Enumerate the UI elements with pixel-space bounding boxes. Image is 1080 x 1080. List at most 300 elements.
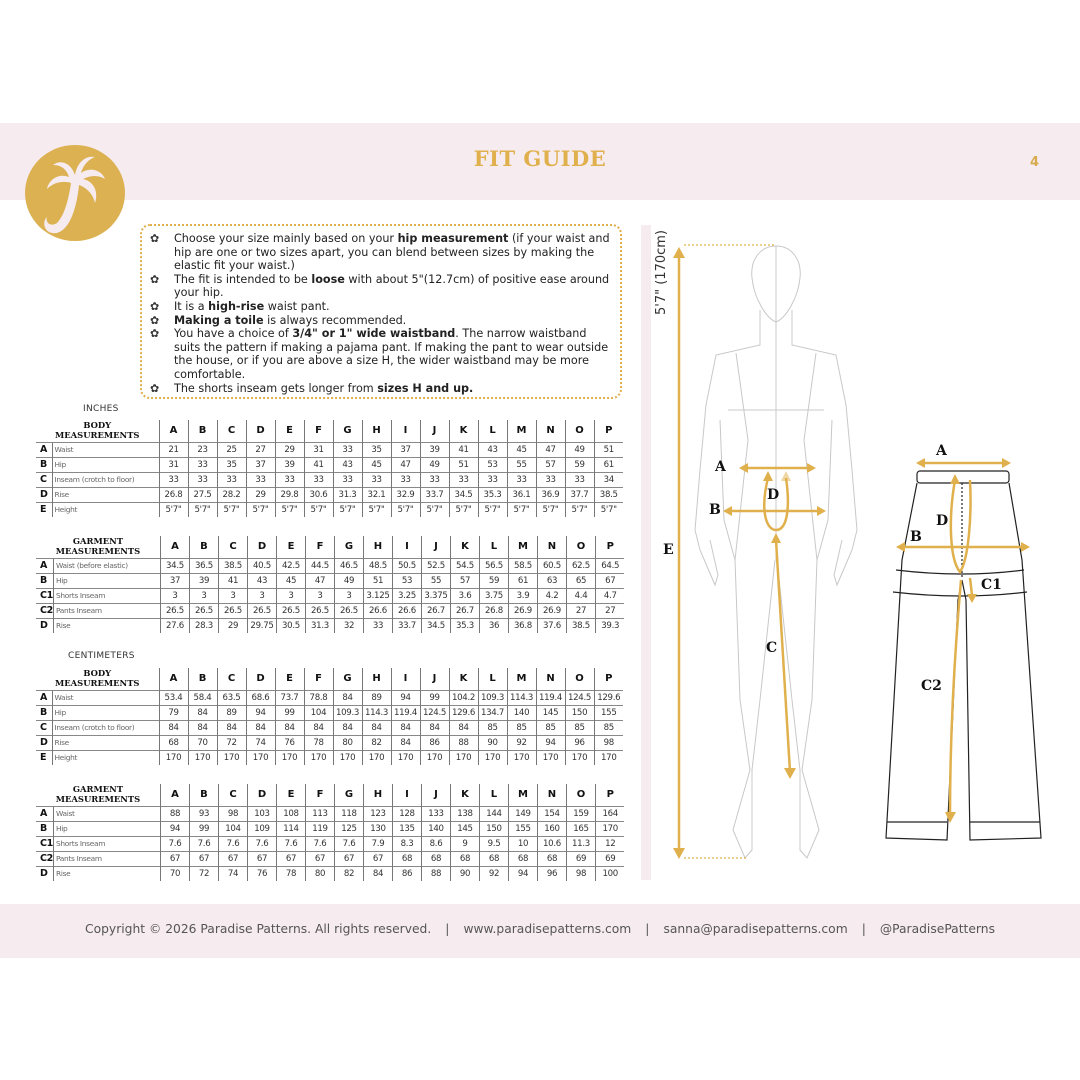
measurement-value: 3	[334, 588, 363, 603]
measurement-label: Height	[52, 750, 159, 765]
measurement-value: 26.5	[189, 603, 218, 618]
measurement-value: 67	[160, 851, 189, 866]
measurement-value: 33.7	[420, 487, 449, 502]
measurement-value: 45	[507, 442, 536, 457]
measurement-value: 134.7	[478, 705, 507, 720]
size-column-header: F	[304, 668, 333, 690]
measurement-code: A	[36, 690, 52, 705]
measurement-value: 3	[247, 588, 276, 603]
measurement-value: 70	[188, 735, 217, 750]
measurement-value: 104	[218, 821, 247, 836]
measurement-value: 49	[334, 573, 363, 588]
size-column-header: M	[508, 784, 537, 806]
measurement-value: 43	[478, 442, 507, 457]
measurement-value: 109	[247, 821, 276, 836]
measurement-value: 170	[565, 750, 594, 765]
measurement-value: 160	[537, 821, 566, 836]
measurement-value: 39	[420, 442, 449, 457]
measurement-value: 85	[478, 720, 507, 735]
size-column-header: J	[421, 784, 450, 806]
page-title: FIT GUIDE	[473, 146, 607, 171]
measurement-value: 68	[450, 851, 479, 866]
measurement-value: 94	[246, 705, 275, 720]
measurement-value: 5'7"	[420, 502, 449, 517]
measurement-label: Pants Inseam	[53, 603, 160, 618]
measurement-value: 26.5	[305, 603, 334, 618]
measurement-value: 99	[189, 821, 218, 836]
measurement-value: 4.4	[566, 588, 595, 603]
size-column-header: B	[188, 668, 217, 690]
size-column-header: P	[595, 784, 624, 806]
measurement-value: 170	[594, 750, 623, 765]
measurement-value: 4.2	[537, 588, 566, 603]
measurement-value: 29	[275, 442, 304, 457]
measurement-value: 12	[595, 836, 624, 851]
measurement-value: 86	[392, 866, 421, 881]
measurement-value: 39	[189, 573, 218, 588]
measurement-value: 33	[333, 472, 362, 487]
measurement-value: 32.1	[362, 487, 391, 502]
measurement-value: 88	[421, 866, 450, 881]
measurement-value: 170	[246, 750, 275, 765]
size-column-header: P	[595, 536, 624, 558]
measurement-value: 29	[218, 618, 247, 633]
measurement-value: 69	[595, 851, 624, 866]
measurement-value: 170	[478, 750, 507, 765]
measurement-value: 10	[508, 836, 537, 851]
measurement-value: 118	[334, 806, 363, 821]
measurement-value: 5'7"	[275, 502, 304, 517]
measurement-value: 80	[333, 735, 362, 750]
measurement-code: C	[36, 472, 52, 487]
measurement-value: 5'7"	[362, 502, 391, 517]
measurement-value: 170	[159, 750, 188, 765]
measurement-value: 7.6	[218, 836, 247, 851]
measurement-label: Rise	[52, 735, 159, 750]
measurement-value: 92	[479, 866, 508, 881]
measurement-value: 32.9	[391, 487, 420, 502]
measurement-value: 109.3	[333, 705, 362, 720]
size-column-header: E	[275, 420, 304, 442]
note-text: is always recommended.	[263, 313, 407, 327]
measurement-value: 70	[160, 866, 189, 881]
measurement-value: 93	[189, 806, 218, 821]
measurement-value: 33	[449, 472, 478, 487]
measurement-value: 4.7	[595, 588, 624, 603]
measurement-label: Rise	[53, 866, 160, 881]
measurement-value: 124.5	[420, 705, 449, 720]
measurement-value: 37	[246, 457, 275, 472]
footer	[0, 922, 1080, 936]
measurement-value: 26.7	[450, 603, 479, 618]
measurement-value: 103	[247, 806, 276, 821]
measurement-value: 7.6	[305, 836, 334, 851]
measurement-value: 7.6	[247, 836, 276, 851]
measurement-value: 82	[334, 866, 363, 881]
measurement-value: 33	[275, 472, 304, 487]
measurement-value: 114.3	[507, 690, 536, 705]
measurement-value: 27	[566, 603, 595, 618]
measurement-value: 28.3	[189, 618, 218, 633]
measurement-value: 170	[536, 750, 565, 765]
measurement-value: 138	[450, 806, 479, 821]
measurement-value: 65	[566, 573, 595, 588]
measurement-value: 84	[304, 720, 333, 735]
measurement-value: 8.3	[392, 836, 421, 851]
measurement-value: 5'7"	[391, 502, 420, 517]
measurement-value: 35	[217, 457, 246, 472]
measurement-value: 61	[594, 457, 623, 472]
measurement-code: E	[36, 750, 52, 765]
size-column-header: E	[275, 668, 304, 690]
measurement-value: 43	[247, 573, 276, 588]
size-column-header: L	[478, 420, 507, 442]
measurement-value: 170	[304, 750, 333, 765]
measurement-value: 35.3	[478, 487, 507, 502]
measurement-value: 56.5	[479, 558, 508, 573]
measurement-value: 90	[478, 735, 507, 750]
measurement-value: 82	[362, 735, 391, 750]
email-link[interactable]: sanna@paradisepatterns.com	[663, 922, 848, 936]
size-column-header: G	[333, 668, 362, 690]
measurement-value: 68.6	[246, 690, 275, 705]
measurement-value: 5'7"	[507, 502, 536, 517]
size-column-header: B	[189, 784, 218, 806]
size-column-header: M	[507, 420, 536, 442]
measurement-value: 38.5	[594, 487, 623, 502]
measurement-value: 170	[507, 750, 536, 765]
size-column-header: C	[217, 420, 246, 442]
measurement-value: 26.8	[159, 487, 188, 502]
footer-separator: |	[861, 922, 866, 936]
measurement-value: 99	[420, 690, 449, 705]
measurement-value: 94	[160, 821, 189, 836]
size-column-header: I	[391, 420, 420, 442]
measurement-value: 26.8	[479, 603, 508, 618]
measurement-value: 108	[276, 806, 305, 821]
measurement-value: 94	[391, 690, 420, 705]
measurement-value: 68	[537, 851, 566, 866]
measurement-value: 26.9	[508, 603, 537, 618]
measurement-value: 36.8	[508, 618, 537, 633]
measurement-value: 31	[304, 442, 333, 457]
measurement-value: 67	[218, 851, 247, 866]
size-column-header: M	[507, 668, 536, 690]
measurement-value: 38.5	[566, 618, 595, 633]
measurement-value: 3	[160, 588, 189, 603]
measurement-value: 31	[159, 457, 188, 472]
measurement-value: 9	[450, 836, 479, 851]
measurement-value: 35.3	[450, 618, 479, 633]
size-column-header: A	[160, 536, 189, 558]
measurement-value: 67	[276, 851, 305, 866]
measurement-value: 40.5	[247, 558, 276, 573]
measurement-value: 84	[188, 720, 217, 735]
measurement-label: Hip	[53, 573, 160, 588]
measurement-value: 140	[507, 705, 536, 720]
size-column-header: H	[362, 420, 391, 442]
size-column-header: J	[420, 420, 449, 442]
measurement-value: 170	[217, 750, 246, 765]
measurement-value: 44.5	[305, 558, 334, 573]
size-column-header: O	[565, 420, 594, 442]
measurement-value: 150	[565, 705, 594, 720]
flower-bullet-icon: ✿	[150, 313, 160, 327]
measurement-value: 47	[391, 457, 420, 472]
measurement-value: 165	[566, 821, 595, 836]
measurement-value: 26.5	[334, 603, 363, 618]
note-text: waist pant.	[264, 299, 330, 313]
measurement-value: 33	[391, 472, 420, 487]
size-column-header: L	[479, 784, 508, 806]
measurement-value: 57	[536, 457, 565, 472]
measurement-value: 84	[391, 735, 420, 750]
measurement-value: 48.5	[363, 558, 392, 573]
units-label-inches: INCHES	[83, 404, 119, 414]
measurement-value: 85	[507, 720, 536, 735]
measurement-value: 37	[160, 573, 189, 588]
note-emphasis: 3/4" or 1" wide waistband	[292, 327, 456, 341]
measurement-value: 33	[363, 618, 392, 633]
measurement-value: 26.9	[537, 603, 566, 618]
measurement-value: 145	[450, 821, 479, 836]
measurement-value: 5'7"	[246, 502, 275, 517]
measurement-value: 88	[160, 806, 189, 821]
size-column-header: F	[305, 536, 334, 558]
measurement-value: 7.6	[334, 836, 363, 851]
measurement-value: 68	[508, 851, 537, 866]
measurement-value: 27.6	[160, 618, 189, 633]
measurement-value: 96	[537, 866, 566, 881]
size-column-header: A	[159, 420, 188, 442]
measurement-value: 164	[595, 806, 624, 821]
measurement-value: 7.6	[189, 836, 218, 851]
measurement-value: 3.125	[363, 588, 392, 603]
pant-label-c2: C2	[921, 678, 942, 694]
body-label-d: D	[767, 487, 780, 503]
note-text: The fit is intended to be	[174, 272, 312, 286]
measurement-value: 68	[479, 851, 508, 866]
size-column-header: M	[508, 536, 537, 558]
size-column-header: G	[333, 420, 362, 442]
units-label-centimeters: CENTIMETERS	[68, 651, 135, 661]
measurement-value: 3	[276, 588, 305, 603]
note-text: You have a choice of	[174, 327, 293, 341]
measurement-value: 69	[566, 851, 595, 866]
flower-bullet-icon: ✿	[150, 232, 160, 245]
measurement-value: 5'7"	[159, 502, 188, 517]
measurement-value: 68	[421, 851, 450, 866]
measurement-value: 84	[363, 866, 392, 881]
size-column-header: H	[363, 784, 392, 806]
measurement-value: 74	[246, 735, 275, 750]
measurement-value: 26.5	[276, 603, 305, 618]
measurement-value: 33	[246, 472, 275, 487]
measurement-code: C2	[36, 603, 53, 618]
measurement-value: 73.7	[275, 690, 304, 705]
measurement-value: 86	[420, 735, 449, 750]
measurement-value: 49	[565, 442, 594, 457]
measurement-value: 33	[304, 472, 333, 487]
note-text: Choose your size mainly based on your	[174, 232, 398, 245]
measurement-label: Rise	[53, 618, 160, 633]
size-column-header: C	[218, 536, 247, 558]
social-handle-link[interactable]: @ParadisePatterns	[879, 922, 995, 936]
measurement-value: 21	[159, 442, 188, 457]
measurement-value: 128	[392, 806, 421, 821]
measurement-value: 29.75	[247, 618, 276, 633]
measurement-value: 99	[275, 705, 304, 720]
measurement-value: 84	[362, 720, 391, 735]
measurement-value: 59	[479, 573, 508, 588]
measurement-value: 84	[449, 720, 478, 735]
measurement-value: 26.5	[160, 603, 189, 618]
measurement-value: 26.6	[392, 603, 421, 618]
measurement-value: 41	[218, 573, 247, 588]
measurement-value: 170	[391, 750, 420, 765]
measurement-value: 104	[304, 705, 333, 720]
note-text: with about 5"(12.7cm) of positive ease around your hip.	[174, 272, 610, 300]
measurement-value: 5'7"	[304, 502, 333, 517]
figure-height-label: 5'7" (170cm)	[654, 230, 669, 315]
measurement-value: 155	[594, 705, 623, 720]
measurement-value: 26.5	[247, 603, 276, 618]
website-link[interactable]: www.paradisepatterns.com	[463, 922, 632, 936]
measurement-value: 26.6	[363, 603, 392, 618]
measurement-label: Hip	[52, 705, 159, 720]
measurement-value: 135	[392, 821, 421, 836]
body-label-e: E	[663, 542, 674, 558]
measurement-label: Inseam (crotch to floor)	[52, 720, 159, 735]
measurement-value: 30.6	[304, 487, 333, 502]
measurement-value: 7.6	[160, 836, 189, 851]
measurement-value: 129.6	[594, 690, 623, 705]
measurement-value: 170	[333, 750, 362, 765]
measurement-label: Hip	[52, 457, 159, 472]
size-column-header: D	[247, 536, 276, 558]
measurement-value: 85	[594, 720, 623, 735]
measurement-value: 55	[421, 573, 450, 588]
measurement-value: 3	[305, 588, 334, 603]
measurement-value: 113	[305, 806, 334, 821]
measurement-label: Shorts Inseam	[53, 836, 160, 851]
measurement-value: 67	[189, 851, 218, 866]
size-column-header: N	[536, 668, 565, 690]
size-column-header: J	[420, 668, 449, 690]
measurement-value: 33	[536, 472, 565, 487]
size-column-header: D	[247, 784, 276, 806]
measurement-code: B	[36, 705, 52, 720]
measurement-label: Rise	[52, 487, 159, 502]
measurement-value: 33	[507, 472, 536, 487]
size-column-header: A	[160, 784, 189, 806]
size-column-header: O	[566, 784, 595, 806]
measurement-value: 3	[218, 588, 247, 603]
size-column-header: P	[594, 668, 623, 690]
measurement-value: 58.4	[188, 690, 217, 705]
measurement-value: 3.75	[479, 588, 508, 603]
measurement-value: 33	[188, 457, 217, 472]
measurement-value: 5'7"	[449, 502, 478, 517]
measurement-code: D	[36, 487, 52, 502]
measurement-value: 144	[479, 806, 508, 821]
measurement-value: 98	[594, 735, 623, 750]
measurement-value: 94	[536, 735, 565, 750]
measurement-value: 119	[305, 821, 334, 836]
measurement-value: 53.4	[159, 690, 188, 705]
measurement-value: 96	[565, 735, 594, 750]
measurement-value: 33	[159, 472, 188, 487]
flower-bullet-icon: ✿	[150, 381, 160, 395]
measurement-value: 63.5	[217, 690, 246, 705]
measurement-value: 49	[420, 457, 449, 472]
measurement-value: 3.6	[450, 588, 479, 603]
measurement-label: Hip	[53, 821, 160, 836]
size-column-header: J	[421, 536, 450, 558]
measurement-value: 170	[595, 821, 624, 836]
measurement-value: 114	[276, 821, 305, 836]
measurement-value: 67	[334, 851, 363, 866]
measurement-value: 80	[305, 866, 334, 881]
measurement-value: 84	[333, 720, 362, 735]
measurement-value: 78.8	[304, 690, 333, 705]
size-column-header: F	[304, 420, 333, 442]
measurement-value: 59	[565, 457, 594, 472]
measurement-value: 109.3	[478, 690, 507, 705]
measurement-value: 28.2	[217, 487, 246, 502]
measurement-code: B	[36, 573, 53, 588]
body-label-b: B	[709, 502, 721, 518]
measurement-value: 67	[247, 851, 276, 866]
footer-separator: |	[445, 922, 450, 936]
measurement-value: 36.1	[507, 487, 536, 502]
measurement-label: Waist	[52, 690, 159, 705]
measurement-value: 140	[421, 821, 450, 836]
table-header-title: BODY MEASUREMENTS	[55, 420, 140, 440]
measurement-value: 11.3	[566, 836, 595, 851]
measurement-value: 5'7"	[478, 502, 507, 517]
measurement-value: 39.3	[595, 618, 624, 633]
measurement-value: 85	[565, 720, 594, 735]
measurement-value: 79	[159, 705, 188, 720]
measurement-value: 130	[363, 821, 392, 836]
pant-label-b: B	[910, 529, 922, 545]
measurement-value: 43	[333, 457, 362, 472]
measurement-value: 7.9	[363, 836, 392, 851]
measurement-value: 25	[217, 442, 246, 457]
measurement-value: 34.5	[449, 487, 478, 502]
measurement-value: 104.2	[449, 690, 478, 705]
measurement-value: 74	[218, 866, 247, 881]
measurement-value: 68	[159, 735, 188, 750]
size-column-header: C	[218, 784, 247, 806]
footer-separator: |	[645, 922, 650, 936]
measurement-value: 84	[420, 720, 449, 735]
measurement-code: C1	[36, 588, 53, 603]
measurement-value: 27.5	[188, 487, 217, 502]
measurement-value: 3	[189, 588, 218, 603]
size-column-header: O	[566, 536, 595, 558]
measurement-value: 50.5	[392, 558, 421, 573]
measurement-value: 7.6	[276, 836, 305, 851]
measurement-value: 41	[449, 442, 478, 457]
measurement-code: B	[36, 457, 52, 472]
measurement-value: 9.5	[479, 836, 508, 851]
page-number: 4	[1030, 155, 1040, 170]
measurement-value: 100	[595, 866, 624, 881]
size-column-header: A	[159, 668, 188, 690]
measurement-value: 37.7	[565, 487, 594, 502]
